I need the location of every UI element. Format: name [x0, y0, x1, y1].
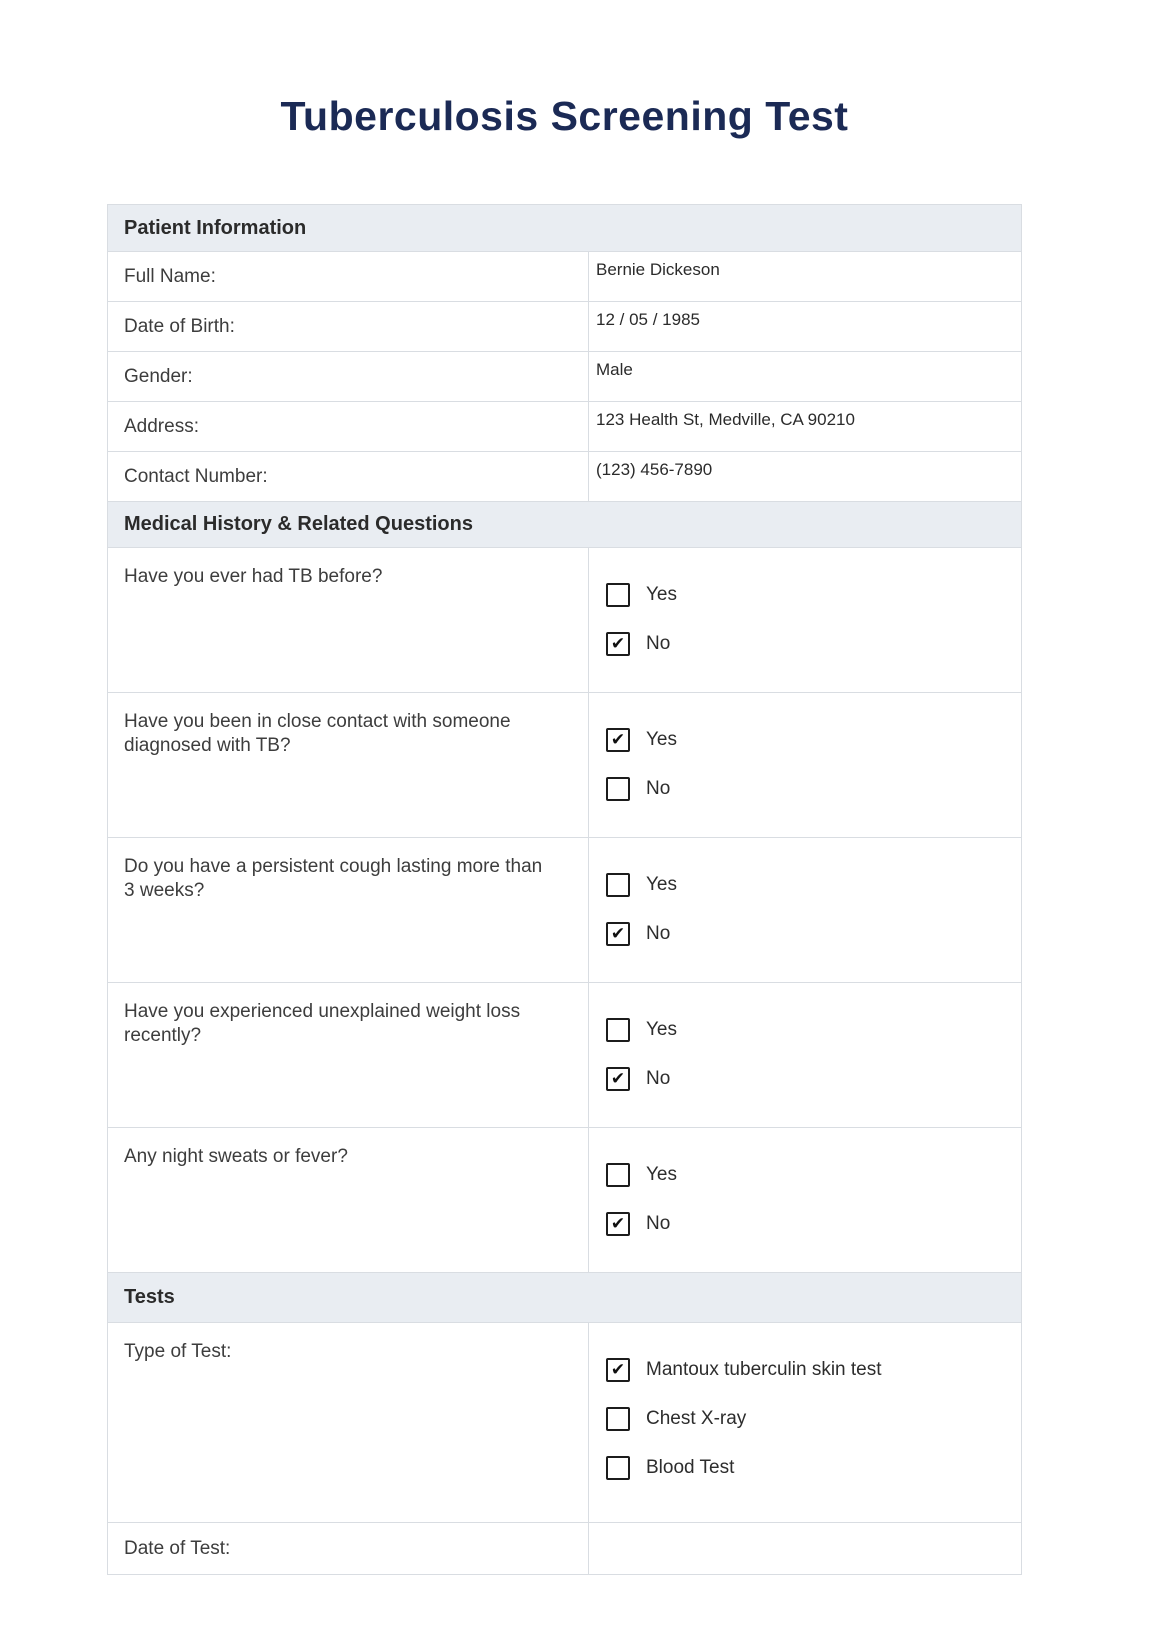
option-label: No	[646, 633, 671, 654]
question-options	[588, 548, 1021, 692]
checkbox-icon[interactable]: ✔	[606, 1212, 630, 1236]
checkbox-icon[interactable]: ✔	[606, 1358, 630, 1382]
test-type-mantoux-option[interactable]	[606, 1358, 1021, 1382]
q4-no-option[interactable]	[606, 1067, 1021, 1091]
question-row-tb-before	[108, 547, 1021, 692]
checkbox-icon[interactable]	[606, 873, 630, 897]
question-options	[588, 838, 1021, 982]
option-label: Yes	[646, 1164, 677, 1185]
question-text: Have you ever had TB before?	[124, 566, 383, 587]
option-label: Yes	[646, 584, 677, 605]
q1-no-option[interactable]	[606, 632, 1021, 656]
date-of-test-value[interactable]	[588, 1523, 1021, 1574]
option-label: No	[646, 923, 671, 944]
document-content	[107, 0, 1022, 1575]
question-row-close-contact	[108, 692, 1021, 837]
option-label: Mantoux tuberculin skin test	[646, 1359, 882, 1380]
section-header-medical-history	[108, 501, 1021, 547]
test-type-chest-xray-option[interactable]	[606, 1407, 1021, 1431]
checkbox-icon[interactable]	[606, 777, 630, 801]
address-label: Address:	[124, 415, 199, 437]
option-label: Yes	[646, 874, 677, 895]
checkbox-icon[interactable]	[606, 583, 630, 607]
page-title: Tuberculosis Screening Test	[280, 93, 849, 139]
question-text: Have you experienced unexplained weight loss recently?	[124, 1001, 521, 1046]
q2-yes-option[interactable]	[606, 728, 1021, 752]
type-of-test-options	[588, 1323, 1021, 1522]
full-name-value[interactable]: Bernie Dickeson	[588, 252, 1021, 301]
date-of-test-label: Date of Test:	[124, 1537, 231, 1559]
q5-no-option[interactable]	[606, 1212, 1021, 1236]
address-value[interactable]: 123 Health St, Medville, CA 90210	[588, 402, 1021, 451]
gender-value[interactable]: Male	[588, 352, 1021, 401]
q2-no-option[interactable]	[606, 777, 1021, 801]
full-name-label: Full Name:	[124, 265, 216, 287]
q1-yes-option[interactable]	[606, 583, 1021, 607]
checkbox-icon[interactable]: ✔	[606, 1067, 630, 1091]
question-row-weight-loss	[108, 982, 1021, 1127]
test-type-blood-test-option[interactable]	[606, 1456, 1021, 1480]
checkbox-icon[interactable]	[606, 1163, 630, 1187]
type-of-test-row	[108, 1322, 1021, 1522]
checkbox-icon[interactable]: ✔	[606, 632, 630, 656]
q3-no-option[interactable]	[606, 922, 1021, 946]
contact-number-value[interactable]: (123) 456-7890	[588, 452, 1021, 501]
option-label: No	[646, 1213, 671, 1234]
tb-screening-form	[107, 204, 1022, 1575]
option-label: Chest X-ray	[646, 1408, 747, 1429]
question-row-persistent-cough	[108, 837, 1021, 982]
question-text: Have you been in close contact with someone diagnosed with TB?	[124, 711, 511, 756]
q4-yes-option[interactable]	[606, 1018, 1021, 1042]
option-label: Yes	[646, 1019, 677, 1040]
checkbox-icon[interactable]: ✔	[606, 922, 630, 946]
question-options	[588, 983, 1021, 1127]
contact-number-label: Contact Number:	[124, 465, 268, 487]
date-of-birth-value[interactable]: 12 / 05 / 1985	[588, 302, 1021, 351]
field-row-date-of-birth	[108, 301, 1021, 351]
field-row-address	[108, 401, 1021, 451]
checkbox-icon[interactable]	[606, 1456, 630, 1480]
q5-yes-option[interactable]	[606, 1163, 1021, 1187]
checkbox-icon[interactable]: ✔	[606, 728, 630, 752]
question-options	[588, 693, 1021, 837]
field-row-contact-number	[108, 451, 1021, 501]
option-label: No	[646, 778, 671, 799]
option-label: Blood Test	[646, 1457, 735, 1478]
section-header-text: Patient Information	[124, 216, 307, 239]
field-row-full-name	[108, 251, 1021, 301]
question-row-night-sweats	[108, 1127, 1021, 1272]
date-of-birth-label: Date of Birth:	[124, 315, 235, 337]
section-header-text: Medical History & Related Questions	[124, 513, 473, 535]
section-header-patient-information	[108, 205, 1021, 251]
checkbox-icon[interactable]	[606, 1407, 630, 1431]
type-of-test-label: Type of Test:	[124, 1341, 232, 1362]
option-label: Yes	[646, 729, 677, 750]
gender-label: Gender:	[124, 365, 193, 387]
date-of-test-row	[108, 1522, 1021, 1574]
question-options	[588, 1128, 1021, 1272]
section-header-text: Tests	[124, 1286, 175, 1308]
question-text: Any night sweats or fever?	[124, 1146, 348, 1167]
q3-yes-option[interactable]	[606, 873, 1021, 897]
section-header-tests	[108, 1272, 1021, 1322]
option-label: No	[646, 1068, 671, 1089]
field-row-gender	[108, 351, 1021, 401]
question-text: Do you have a persistent cough lasting more than 3 weeks?	[124, 856, 543, 901]
checkbox-icon[interactable]	[606, 1018, 630, 1042]
